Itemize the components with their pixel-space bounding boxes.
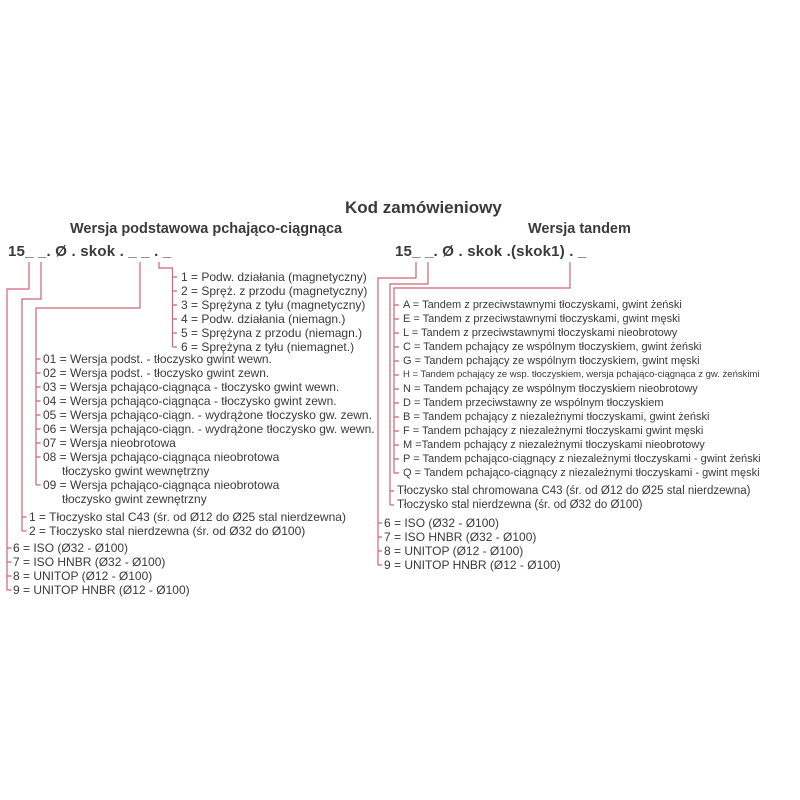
option-row: 4 = Podw. działania (niemagn.) <box>181 312 346 326</box>
page-title: Kod zamówieniowy <box>345 198 502 217</box>
option-row: H = Tandem pchający ze wsp. tłoczyskiem, wersja pchająco-ciągnąca z gw. żeńskimi <box>403 369 760 380</box>
option-row: 9 = UNITOP HNBR (Ø12 - Ø100) <box>384 558 561 572</box>
option-row: G = Tandem pchający ze wspólnym tłoczyskiem, gwint męski <box>403 355 700 367</box>
option-row: 8 = UNITOP (Ø12 - Ø100) <box>384 544 524 558</box>
right-seal-list <box>384 516 561 572</box>
option-row: M =Tandem pchający z niezależnymi tłoczyskami nieobrotowy <box>403 439 705 451</box>
left-section-title: Wersja podstawowa pchająco-ciągnąca <box>70 221 343 237</box>
option-row: C = Tandem pchający ze wspólnym tłoczyskiem, gwint żeński <box>403 341 702 353</box>
option-row: 7 = ISO HNBR (Ø32 - Ø100) <box>13 555 166 569</box>
option-row: B = Tandem pchający z niezależnymi tłoczyskami, gwint żeński <box>403 411 710 423</box>
option-row: 08 = Wersja pchająco-ciągnąca nieobrotowa <box>43 450 280 464</box>
option-row: P = Tandem pchająco-ciągnący z niezależnymi tłoczyskami - gwint żeński <box>403 453 761 465</box>
option-row: 09 = Wersja pchająco-ciągnąca nieobrotowa <box>43 478 280 492</box>
option-row: 02 = Wersja podst. - tłoczysko gwint zewn. <box>43 366 270 380</box>
option-row: 1 = Podw. działania (magnetyczny) <box>181 270 367 284</box>
option-row: E = Tandem z przeciwstawnymi tłoczyskami, gwint męski <box>403 313 681 325</box>
left-seal-list <box>13 541 190 597</box>
option-row: 9 = UNITOP HNBR (Ø12 - Ø100) <box>13 583 190 597</box>
option-row: 8 = UNITOP (Ø12 - Ø100) <box>13 569 153 583</box>
option-row: 6 = ISO (Ø32 - Ø100) <box>384 516 500 530</box>
option-row-continuation: tłoczysko gwint wewnętrzny <box>62 464 210 478</box>
option-row: 06 = Wersja pchająco-ciągn. - wydrążone tłoczysko gw. wewn. <box>43 422 375 436</box>
left-action-connector <box>159 262 177 347</box>
left-version-list <box>43 352 375 506</box>
option-row: 2 = Tłoczysko stal nierdzewna (śr. od Ø32 do Ø100) <box>29 524 306 538</box>
left-order-code: 15_ _. Ø . skok . _ _ . _ <box>8 243 172 260</box>
option-row: D = Tandem przeciwstawny ze wspólnym tłoczyskiem <box>403 397 664 409</box>
option-row: 3 = Sprężyna z tyłu (magnetyczny) <box>181 298 366 312</box>
option-row: 03 = Wersja pchająco-ciągnąca - tłoczysko gwint wewn. <box>43 380 340 394</box>
option-row: 07 = Wersja nieobrotowa <box>43 436 176 450</box>
left-rod-list <box>29 510 346 538</box>
option-row: Tłoczysko stal chromowana C43 (śr. od Ø12 do Ø25 stal nierdzewna) <box>397 485 751 497</box>
option-row: 05 = Wersja pchająco-ciągn. - wydrążone tłoczysko gw. zewn. <box>43 408 372 422</box>
option-row: 2 = Spręż. z przodu (magnetyczny) <box>181 284 368 298</box>
option-row: 04 = Wersja pchająco-ciągnąca - tłoczysko gwint zewn. <box>43 394 337 408</box>
right-rod-list <box>397 484 750 512</box>
option-row: 5 = Sprężyna z przodu (niemagn.) <box>181 326 363 340</box>
left-rod-connector <box>22 262 41 531</box>
option-row: N = Tandem pchający ze wspólnym tłoczyskiem nieobrotowy <box>403 383 698 395</box>
option-row: 6 = Sprężyna z tyłu (niemagnet.) <box>181 340 355 354</box>
option-row-continuation: tłoczysko gwint zewnętrzny <box>62 492 207 506</box>
left-action-list <box>181 270 367 354</box>
option-row: Tłoczysko stal nierdzewna (śr. od Ø32 do Ø100) <box>397 499 643 511</box>
option-row: 7 = ISO HNBR (Ø32 - Ø100) <box>384 530 537 544</box>
option-row: L = Tandem z przeciwstawnymi tłoczyskami nieobrotowy <box>403 327 678 339</box>
right-order-code: 15_ _. Ø . skok .(skok1) . _ <box>395 243 587 260</box>
option-row: 6 = ISO (Ø32 - Ø100) <box>13 541 129 555</box>
option-row: A = Tandem z przeciwstawnymi tłoczyskami, gwint żeński <box>403 299 682 311</box>
right-section-title: Wersja tandem <box>528 221 631 237</box>
option-row: 01 = Wersja podst. - tłoczysko gwint wewn. <box>43 352 272 366</box>
option-row: 1 = Tłoczysko stal C43 (śr. od Ø12 do Ø25 stal nierdzewna) <box>29 510 346 524</box>
option-row: Q = Tandem pchająco-ciągnący z niezależnymi tłoczyskami - gwint męski <box>403 467 760 479</box>
option-row: F = Tandem pchający z niezależnymi tłoczyskami gwint męski <box>403 425 704 437</box>
right-tandem-type-list <box>403 298 761 480</box>
